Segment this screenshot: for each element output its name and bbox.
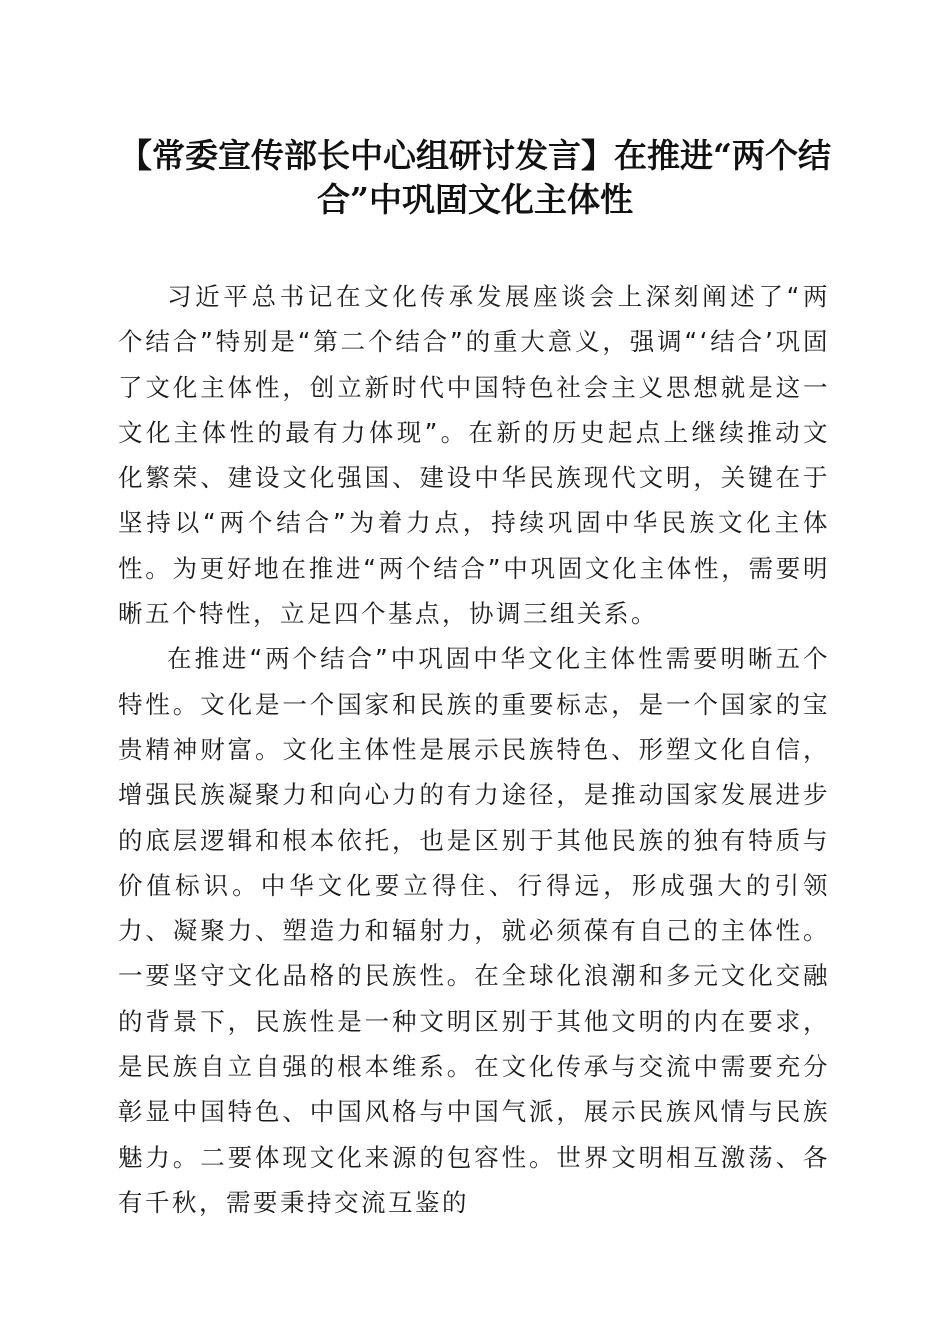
paragraph-1: 习近平总书记在文化传承发展座谈会上深刻阐述了“两个结合”特别是“第二个结合”的重大意义，强调“‘结合’巩固了文化主体性，创立新时代中国特色社会主义思想就是这一文化主体性的最有力体现”。在新的历史起点上继续推动文化繁荣、建设文化强国、建设中华民族现代文明，关键在于坚持以“两个结合”为着力点，持续巩固中华民族文化主体性。为更好地在推进“两个结合”中巩固文化主体性，需要明晰五个特性，立足四个基点，协调三组关系。 [118,282,830,629]
document-title: 【常委宣传部长中心组研讨发言】在推进“两个结合”中巩固文化主体性 [119,136,831,219]
paragraph-2: 在推进“两个结合”中巩固中华文化主体性需要明晰五个特性。文化是一个国家和民族的重要标志，是一个国家的宝贵精神财富。文化主体性是展示民族特色、形塑文化自信，增强民族凝聚力和向心力的有力途径，是推动国家发展进步的底层逻辑和根本依托，也是区别于其他民族的独有特质与价值标识。中华文化要立得住、行得远，形成强大的引领力、凝聚力、塑造力和辐射力，就必须葆有自己的主体性。一要坚守文化品格的民族性。在全球化浪潮和多元文化交融的背景下，民族性是一种文明区别于其他文明的内在要求，是民族自立自强的根本维系。在文化传承与交流中需要充分彰显中国特色、中国风格与中国气派，展示民族风情与民族魅力。二要体现文化来源的包容性。世界文明相互激荡、各有千秋，需要秉持交流互鉴的 [118,644,830,1217]
document-body [118,274,830,1225]
